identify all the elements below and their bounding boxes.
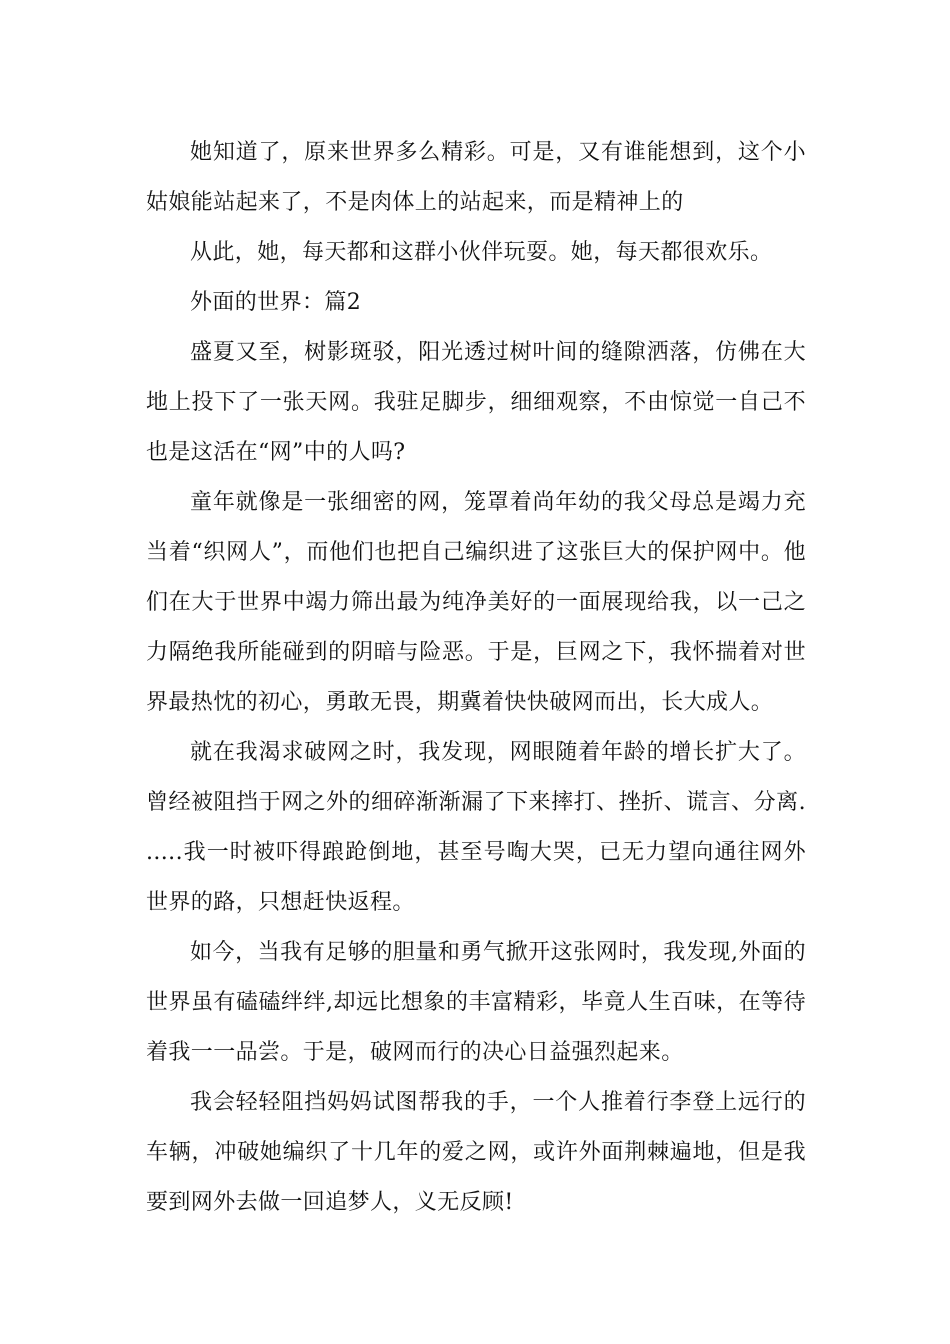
section-heading: 外面的世界：篇2 <box>190 290 362 315</box>
paragraph-3: 盛夏又至，树影斑驳，阳光透过树叶间的缝隙洒落，仿佛在大地上投下了一张天网。我驻足脚步，细细观察，不由惊觉一自己不也是这活在“网”中的人吗? <box>146 340 806 465</box>
paragraph-2: 从此，她，每天都和这群小伙伴玩耍。她，每天都很欢乐。 <box>190 240 773 265</box>
paragraph-1: 她知道了，原来世界多么精彩。可是，又有谁能想到，这个小姑娘能站起来了，不是肉体上的站起来，而是精神上的 <box>146 140 806 215</box>
paragraph-5: 就在我渴求破网之时，我发现，网眼随着年龄的增长扩大了。曾经被阻挡于网之外的细碎渐渐漏了下来摔打、挫折、谎言、分离......我一时被吓得踉跄倒地，甚至号啕大哭，已无力望向通往网外世界的路，只想赶快返程。 <box>146 740 806 915</box>
paragraph-6: 如今，当我有足够的胆量和勇气掀开这张网时，我发现,外面的世界虽有磕磕绊绊,却远比想象的丰富精彩，毕竟人生百味，在等待着我一一品尝。于是，破网而行的决心日益强烈起来。 <box>146 940 806 1065</box>
document-body <box>146 128 806 1228</box>
paragraph-4: 童年就像是一张细密的网，笼罩着尚年幼的我父母总是竭力充当着“织网人”，而他们也把自己编织进了这张巨大的保护网中。他们在大于世界中竭力筛出最为纯净美好的一面展现给我，以一己之力隔绝我所能碰到的阴暗与险恶。于是，巨网之下，我怀揣着对世界最热忱的初心，勇敢无畏，期冀着快快破网而出，长大成人。 <box>146 490 806 715</box>
paragraph-7: 我会轻轻阻挡妈妈试图帮我的手，一个人推着行李登上远行的车辆，冲破她编织了十几年的爱之网，或许外面荆棘遍地，但是我要到网外去做一回追梦人，义无反顾! <box>146 1090 806 1215</box>
